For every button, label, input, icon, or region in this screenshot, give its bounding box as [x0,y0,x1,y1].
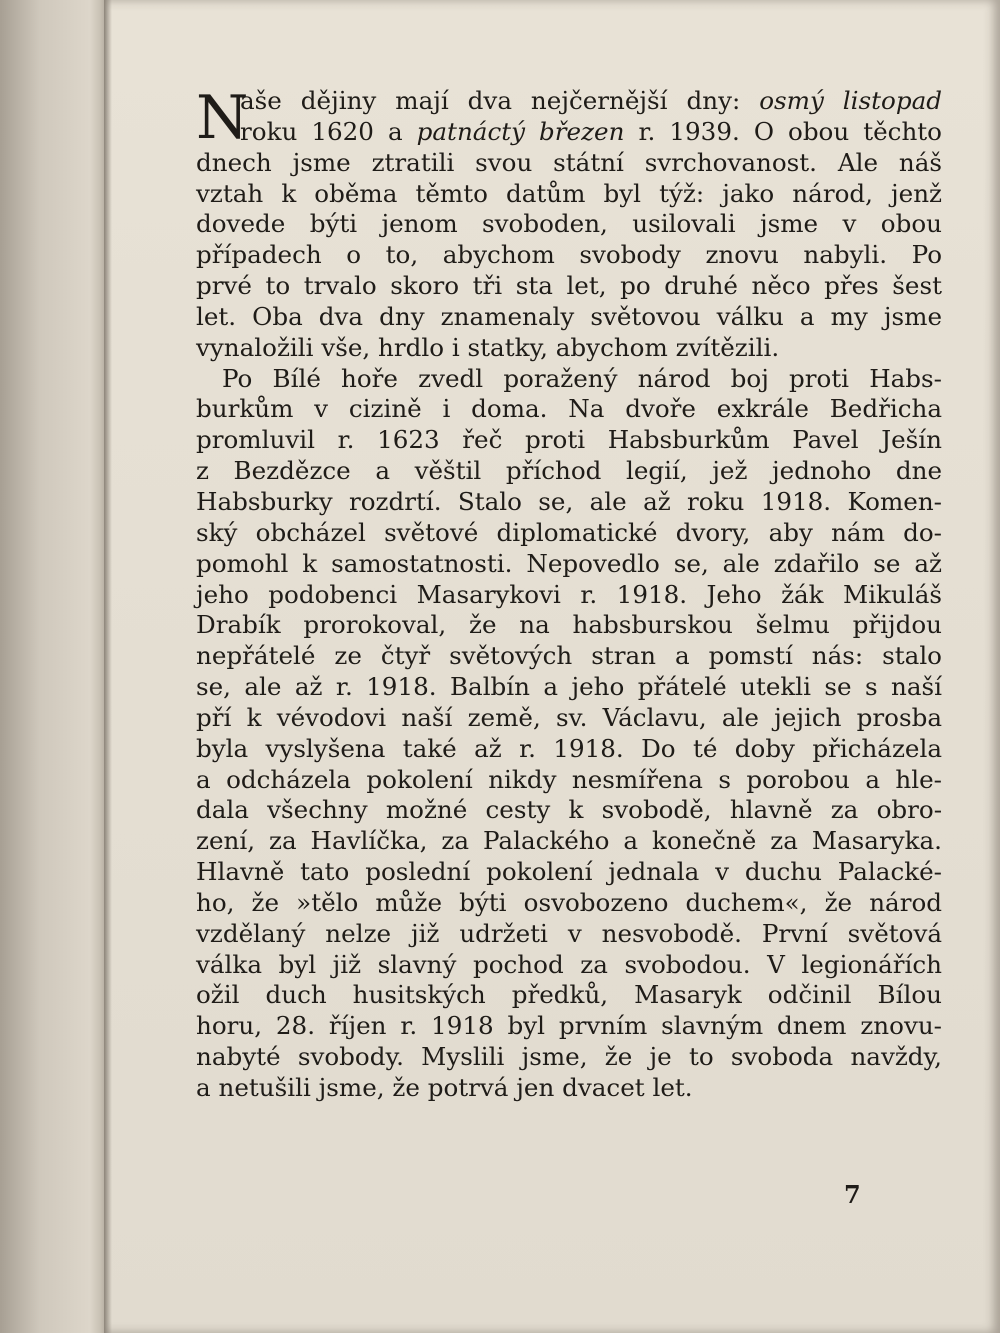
text-segment: roku 1620 a [240,116,417,146]
text-segment: vztah k oběma těmto datům byl týž: jako národ, jenž [196,178,942,208]
text-line [196,148,942,179]
text-line [196,394,942,425]
text-line [196,209,942,240]
text-segment: dnech jsme ztratili svou státní svrchovanost. Ale náš [196,147,942,177]
text-line [196,425,942,456]
text-segment: nepřátelé ze čtyř světových stran a pomstí nás: stalo [196,641,942,671]
text-line [196,456,942,487]
page-binding-shadow [104,0,112,1333]
text-segment: válka byl již slavný pochod za svobodou. V legionářích [196,949,942,979]
text-line [196,518,942,549]
text-line [196,117,942,148]
text-line [196,734,942,765]
text-segment: a odcházela pokolení nikdy nesmířena s porobou a hle- [196,764,942,794]
text-line [196,302,942,333]
text-segment: prvé to trvalo skoro tři sta let, po druhé něco přes šest [196,271,942,301]
text-line [196,795,942,826]
text-segment: byla vyslyšena také až r. 1918. Do té doby přicházela [196,733,942,763]
text-line [196,86,942,117]
text-line [196,179,942,210]
text-segment: zení, za Havlíčka, za Palackého a konečně za Masaryka. [196,826,942,856]
text-segment: let. Oba dva dny znamenaly světovou válku a my jsme [196,301,942,331]
text-line [196,549,942,580]
text-segment: aše dějiny mají dva nejčernější dny: [240,86,760,115]
text-segment: Habsburky rozdrtí. Stalo se, ale až roku 1918. Komen- [196,486,942,516]
text-line [196,610,942,641]
text-segment: vynaložili vše, hrdlo i statky, abychom zvítězili. [196,332,780,362]
text-line [196,364,942,395]
text-segment: ho, že »tělo může býti osvobozeno duchem«, že národ [196,887,942,917]
text-segment: dovede býti jenom svoboden, usilovali jsme v obou [196,209,942,239]
text-segment: Drabík prorokoval, že na habsburskou šelmu přijdou [196,610,942,640]
text-segment: a netušili jsme, že potrvá jen dvacet let. [196,1073,693,1102]
text-line [196,240,942,271]
text-segment: ožil duch husitských předků, Masaryk odčinil Bílou [196,980,942,1010]
text-segment: burkům v cizině i doma. Na dvoře exkrále Bedřicha [196,394,942,424]
text-line [196,980,942,1011]
text-segment: z Bezdězce a věštil příchod legií, jež jednoho dne [196,456,942,486]
text-segment: jeho podobenci Masarykovi r. 1918. Jeho žák Mikuláš [196,579,942,609]
text-segment: Po Bílé hoře zvedl poražený národ boj proti Habs- [222,363,942,393]
text-line [196,1042,942,1073]
text-line [196,271,942,302]
text-line [196,765,942,796]
text-line [196,857,942,888]
text-segment: vzdělaný nelze již udržeti v nesvobodě. První světová [196,918,942,948]
page-number: 7 [844,1180,861,1209]
text-line [196,1073,942,1104]
body-text [196,83,943,1104]
text-line [196,580,942,611]
text-segment: se, ale až r. 1918. Balbín a jeho přátelé utekli se s naší [196,672,942,702]
book-page [104,0,1000,1333]
text-line [196,641,942,672]
text-segment: Hlavně tato poslední pokolení jednala v duchu Palacké- [196,857,942,887]
text-segment: pomohl k samostatnosti. Nepovedlo se, ale zdařilo se až [196,548,942,578]
text-segment: případech o to, abychom svobody znovu nabyli. Po [196,240,942,270]
text-line [196,826,942,857]
text-line [196,333,942,364]
text-line [196,950,942,981]
text-segment: dala všechny možné cesty k svobodě, hlavně za obro- [196,795,942,825]
text-line [196,703,942,734]
drop-cap: N [196,83,249,153]
text-segment: r. 1939. O obou těchto [624,116,942,146]
text-line [196,487,942,518]
italic-phrase: patnáctý březen [416,116,625,146]
text-segment: pří k vévodovi naší země, sv. Václavu, ale jejich prosba [196,702,942,732]
text-segment: nabyté svobody. Myslili jsme, že je to svoboda navždy, [196,1042,942,1072]
text-line [196,1011,942,1042]
text-line [196,672,942,703]
text-segment: promluvil r. 1623 řeč proti Habsburkům Pavel Ješín [196,425,942,455]
text-line [196,888,942,919]
italic-phrase: osmý listopad [759,86,943,115]
text-line [196,919,942,950]
text-segment: ský obcházel světové diplomatické dvory, aby nám do- [196,517,942,547]
text-segment: horu, 28. říjen r. 1918 byl prvním slavným dnem znovu- [196,1011,942,1041]
